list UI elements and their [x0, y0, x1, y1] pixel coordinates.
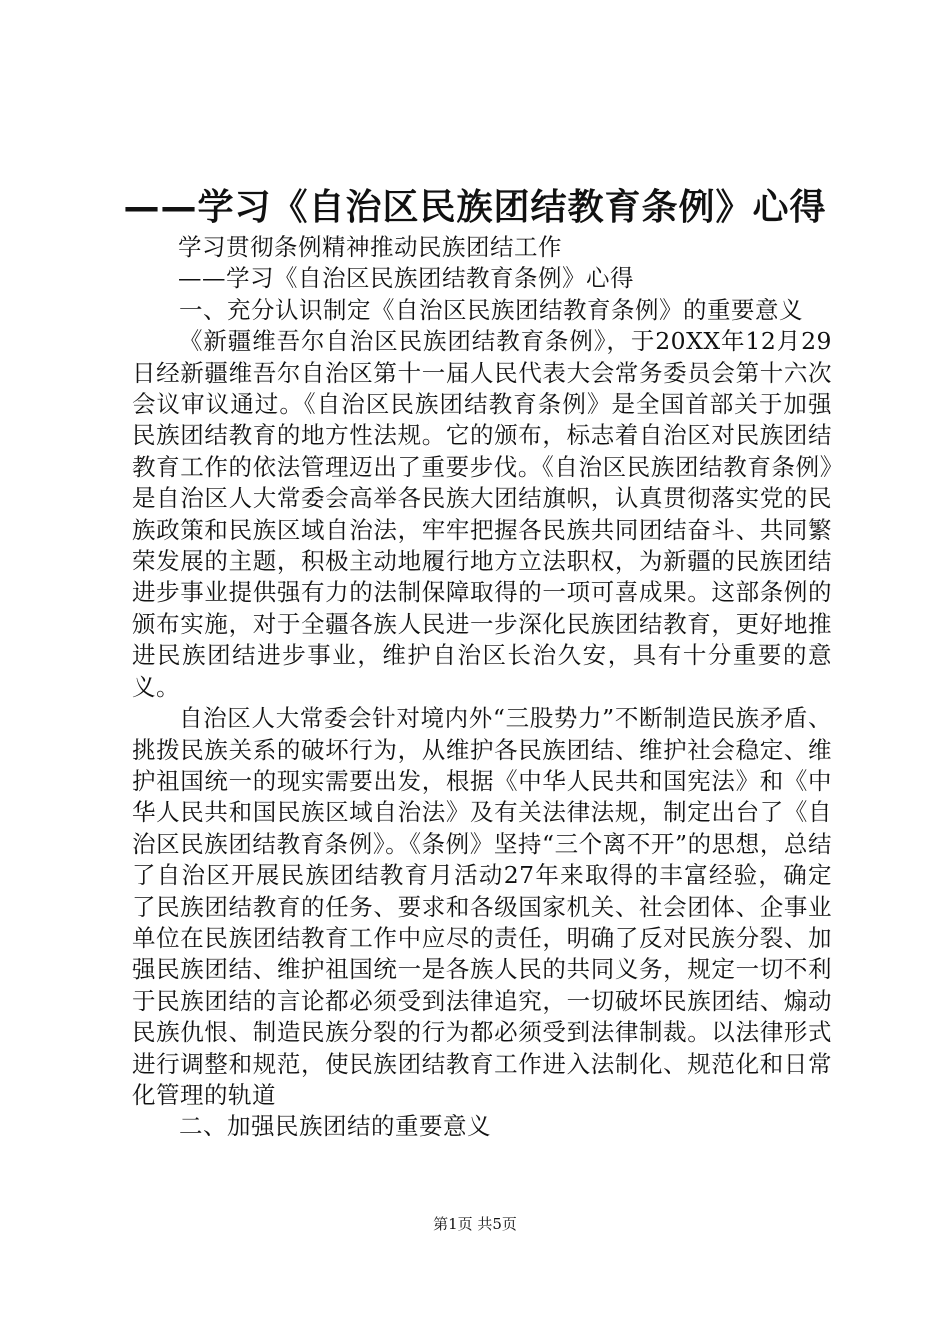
section-2-heading: 二、加强民族团结的重要意义	[179, 1112, 491, 1141]
document-body	[132, 232, 832, 1143]
paragraph-1: 《新疆维吾尔自治区民族团结教育条例》，于20XX年12月29日经新疆维吾尔自治区第十一届人民代表大会常务委员会第十六次会议审议通过。《自治区民族团结教育条例》是全国首部关于加强民族团结教育的地方性法规。它的颁布，标志着自治区对民族团结教育工作的依法管理迈出了重要步伐。《自治区民族团结教育条例》是自治区人大常委会高举各民族大团结旗帜，认真贯彻落实党的民族政策和民族区域自治法，牢牢把握各民族共同团结奋斗、共同繁荣发展的主题，积极主动地履行地方立法职权，为新疆的民族团结进步事业提供强有力的法制保障取得的一项可喜成果。这部条例的颁布实施，对于全疆各族人民进一步深化民族团结教育，更好地推进民族团结进步事业，维护自治区长治久安，具有十分重要的意义。	[132, 327, 832, 701]
subtitle-line-2: ——学习《自治区民族团结教育条例》心得	[178, 264, 634, 293]
paragraph-2: 自治区人大常委会针对境内外“三股势力”不断制造民族矛盾、挑拨民族关系的破坏行为，从维护各民族团结、维护社会稳定、维护祖国统一的现实需要出发，根据《中华人民共和国宪法》和《中华人民共和国民族区域自治法》及有关法律法规，制定出台了《自治区民族团结教育条例》。《条例》坚持“三个离不开”的思想，总结了自治区开展民族团结教育月活动27年来取得的丰富经验，确定了民族团结教育的任务、要求和各级国家机关、社会团体、企事业单位在民族团结教育工作中应尽的责任，明确了反对民族分裂、加强民族团结、维护祖国统一是各族人民的共同义务，规定一切不利于民族团结的言论都必须受到法律追究，一切破坏民族团结、煽动民族仇恨、制造民族分裂的行为都必须受到法律制裁。以法律形式进行调整和规范，使民族团结教育工作进入法制化、规范化和日常化管理的轨道	[132, 704, 832, 1109]
document-title: ——学习《自治区民族团结教育条例》心得	[123, 187, 827, 228]
page-footer: 第1页 共5页	[433, 1215, 517, 1233]
section-1-heading: 一、充分认识制定《自治区民族团结教育条例》的重要意义	[179, 295, 803, 324]
subtitle-line-1: 学习贯彻条例精神推动民族团结工作	[178, 233, 562, 261]
